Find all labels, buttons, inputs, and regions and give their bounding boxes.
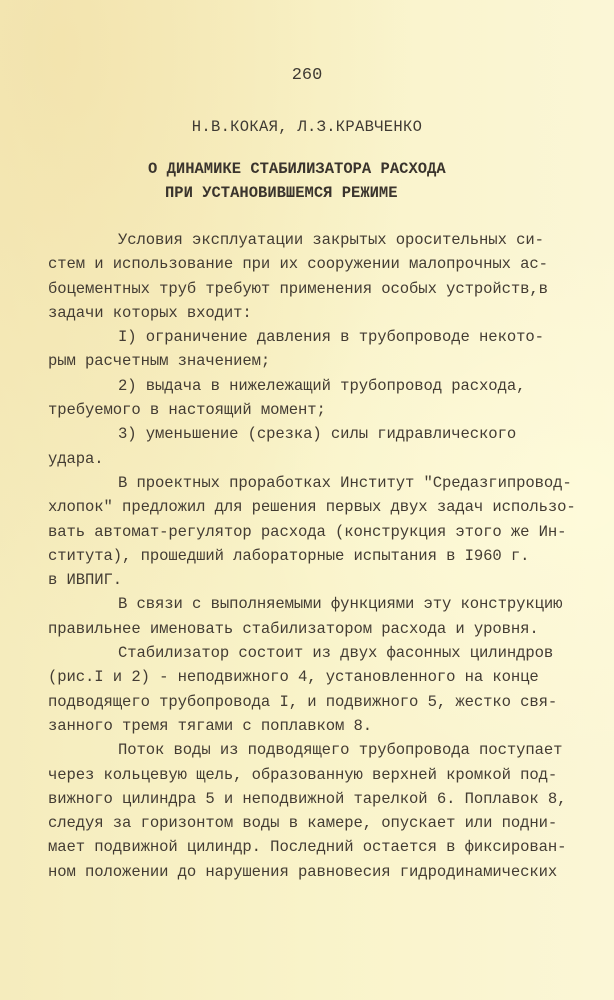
authors: Н.В.КОКАЯ, Л.З.КРАВЧЕНКО [191, 118, 423, 136]
article-title [148, 157, 548, 205]
text-line: 2) выдача в нижележащий трубопровод расхода, [118, 376, 526, 395]
text-line: Поток воды из подводящего трубопровода поступает [118, 741, 563, 760]
text-line: хлопок" предложил для решения первых двух задач использо- [48, 498, 576, 517]
text-line: В проектных проработках Институт "Средазгипровод- [118, 473, 572, 492]
text-line: следуя за горизонтом воды в камере, опускает или подни- [48, 814, 558, 833]
text-line: удара. [48, 449, 104, 468]
text-line: задачи которых входит: [48, 303, 252, 322]
text-line: вать автомат-регулятор расхода (конструкция этого же Ин- [48, 522, 567, 541]
text-line: мает подвижной цилиндр. Последний остается в фиксирован- [48, 838, 567, 857]
page-number: 260 [291, 66, 323, 85]
text-line: Условия эксплуатации закрытых оросительных си- [118, 231, 544, 249]
text-line: боцементных труб требуют применения особых устройств,в [48, 279, 548, 298]
text-line: через кольцевую щель, образованную верхней кромкой под- [48, 765, 558, 784]
text-line: в ИВПИГ. [48, 571, 123, 590]
text-line: ном положении до нарушения равновесия гидродинамических [48, 862, 558, 881]
title-line: О ДИНАМИКЕ СТАБИЛИЗАТОРА РАСХОДА [148, 160, 446, 178]
text-line: рым расчетным значением; [48, 352, 271, 371]
title-line: ПРИ УСТАНОВИВШЕМСЯ РЕЖИМЕ [165, 184, 398, 202]
text-line: 3) уменьшение (срезка) силы гидравлического [118, 425, 517, 444]
text-line: стем и использование при их сооружении малопрочных ас- [48, 255, 548, 274]
text-line: В связи с выполняемыми функциями эту конструкцию [118, 595, 563, 614]
text-line: Стабилизатор состоит из двух фасонных цилиндров [118, 644, 554, 663]
text-line: занного тремя тягами с поплавком 8. [48, 716, 373, 735]
text-line: вижного цилиндра 5 и неподвижной тарелкой 6. Поплавок 8, [48, 789, 567, 808]
text-line: подводящего трубопровода I, и подвижного 5, жестко свя- [48, 692, 558, 711]
text-line: (рис.I и 2) - неподвижного 4, установленного на конце [48, 668, 539, 687]
article-body [48, 228, 608, 884]
text-line: требуемого в настоящий момент; [48, 401, 326, 420]
text-line: ститута), прошедший лабораторные испытания в I960 г. [48, 546, 530, 565]
text-line: правильнее именовать стабилизатором расхода и уровня. [48, 619, 539, 638]
text-line: I) ограничение давления в трубопроводе некото- [118, 328, 544, 347]
